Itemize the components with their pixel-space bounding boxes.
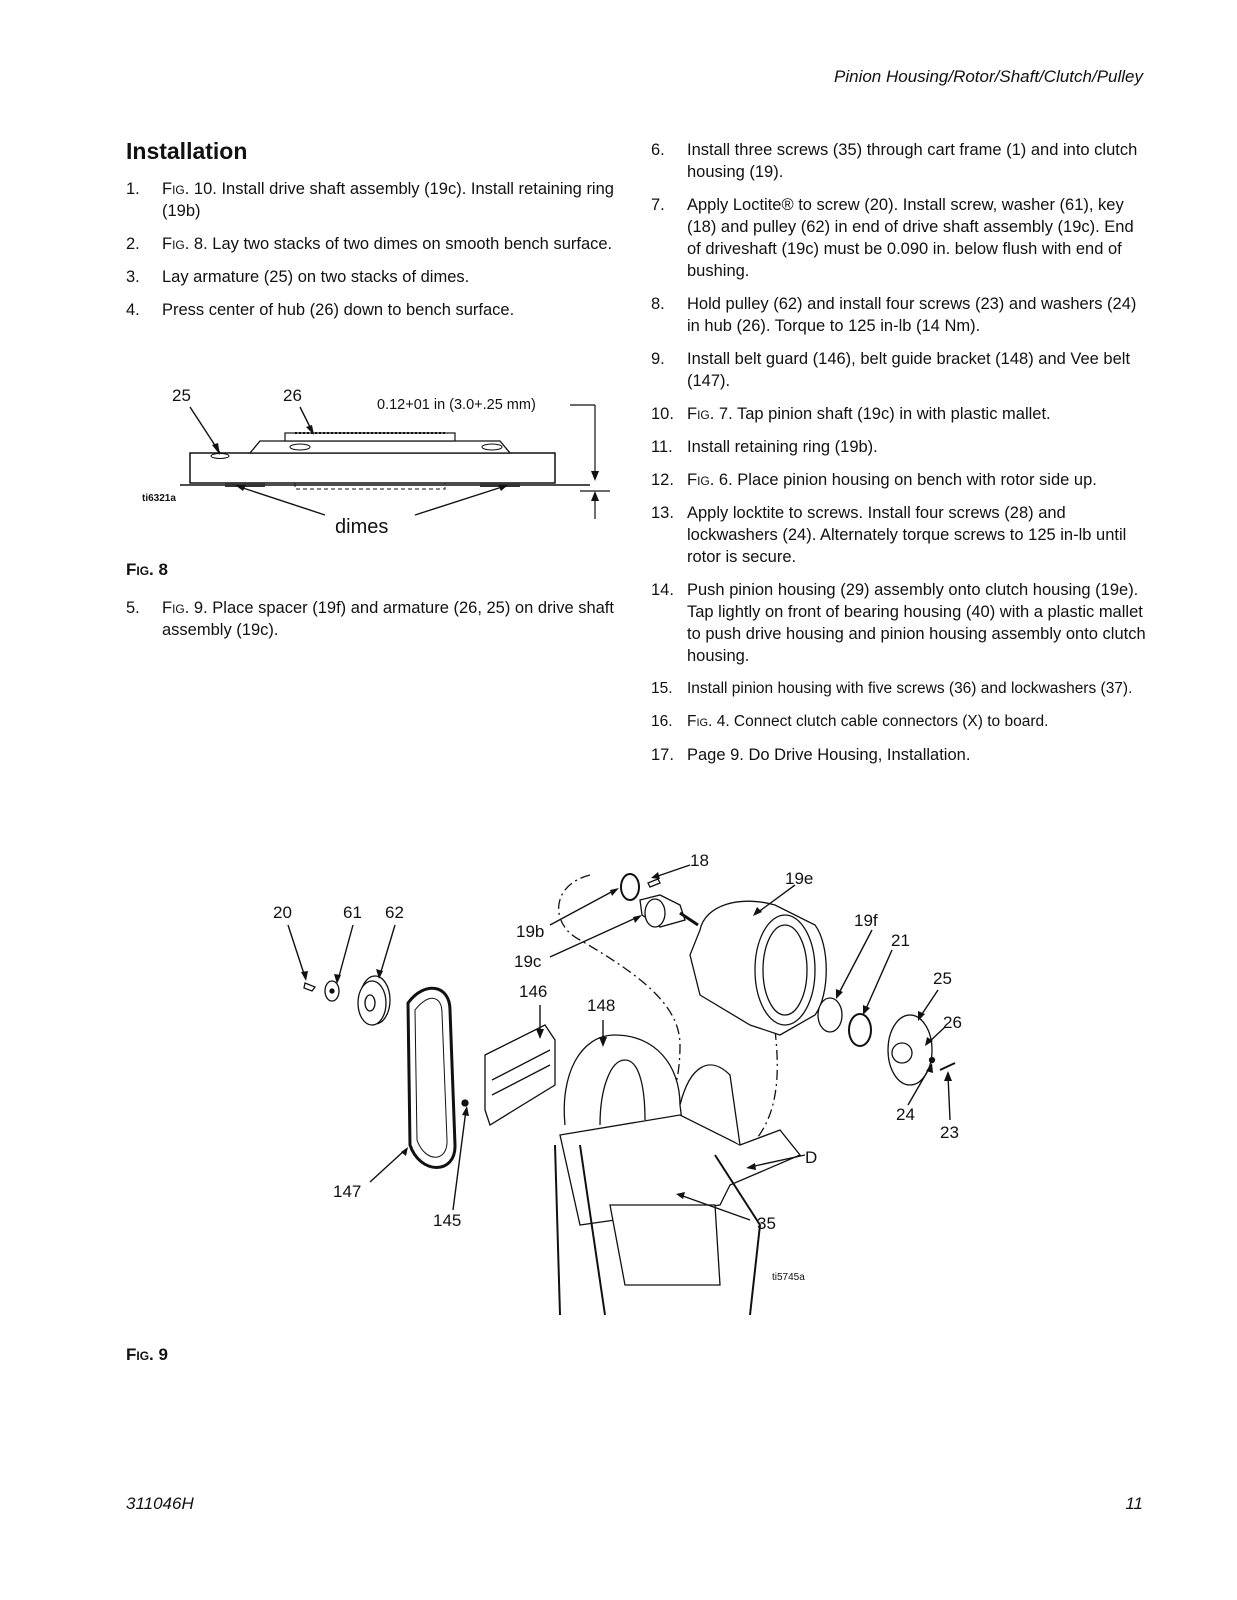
step-item — [651, 744, 1151, 766]
fig9-label-62: 62 — [385, 903, 404, 922]
fig9-label-26: 26 — [943, 1013, 962, 1032]
step-number: 9. — [651, 350, 665, 368]
step-number: 8. — [651, 295, 665, 313]
step-number: 4. — [126, 301, 140, 319]
step-item — [651, 678, 1151, 700]
figure-9-exploded-view — [260, 845, 1000, 1325]
step-text: Install pinion housing with five screws (36) and lockwashers (37). — [687, 680, 1133, 697]
fig9-label-19c: 19c — [514, 952, 542, 971]
step-text: 4. Connect clutch cable connectors (X) to board. — [712, 713, 1049, 730]
fig-ref: Fig. — [687, 405, 715, 423]
step-number: 3. — [126, 268, 140, 286]
fig8-label-26: 26 — [283, 386, 302, 405]
fig9-label-25: 25 — [933, 969, 952, 988]
fig9-label-148: 148 — [587, 996, 616, 1015]
step-item — [651, 348, 1151, 392]
fig8-art-id: ti6321a — [142, 493, 176, 504]
step-item — [126, 233, 626, 255]
step-item — [651, 436, 1151, 458]
step-item — [651, 711, 1151, 733]
step-text: Page 9. Do Drive Housing, Installation. — [687, 746, 971, 764]
fig9-label-146: 146 — [519, 982, 548, 1001]
step-number: 14. — [651, 581, 674, 599]
fig9-label-61: 61 — [343, 903, 362, 922]
step-text: 10. Install drive shaft assembly (19c). Install retaining ring (19b) — [162, 180, 614, 220]
step-number: 6. — [651, 141, 665, 159]
steps-list-left — [126, 178, 626, 332]
section-title: Installation — [126, 138, 248, 164]
step-item — [651, 403, 1151, 425]
fig8-dimension-label: 0.12+01 in (3.0+.25 mm) — [377, 397, 536, 413]
step-item — [651, 579, 1151, 667]
step-number: 11. — [651, 438, 673, 456]
step-text: Push pinion housing (29) assembly onto clutch housing (19e). Tap lightly on front of bearing housing (40) with a plastic mallet to push drive housing and pinion housing assembly onto clutch housing. — [687, 581, 1146, 665]
step-text: Install three screws (35) through cart frame (1) and into clutch housing (19). — [687, 141, 1138, 181]
fig9-label-145: 145 — [433, 1211, 462, 1230]
steps-list-right — [651, 139, 1151, 777]
step-text: Lay armature (25) on two stacks of dimes. — [162, 268, 470, 286]
fig9-label-20: 20 — [273, 903, 292, 922]
fig-ref: Fig. — [162, 599, 190, 617]
step-item — [651, 194, 1151, 282]
fig9-label-147: 147 — [333, 1182, 362, 1201]
step-text: Install retaining ring (19b). — [687, 438, 878, 456]
figure-8-caption: Fig. 8 — [126, 560, 168, 579]
step-number: 10. — [651, 405, 674, 423]
fig8-dimes-label: dimes — [335, 516, 389, 538]
step-text: Apply locktite to screws. Install four screws (28) and lockwashers (24). Alternately torque screws to 125 in-lb until rotor is secure. — [687, 504, 1127, 566]
fig-ref: Fig. — [162, 235, 190, 253]
step-text: Press center of hub (26) down to bench surface. — [162, 301, 515, 319]
fig-ref: Fig. — [687, 471, 715, 489]
fig-ref: Fig. — [162, 180, 190, 198]
page-number: 11 — [1125, 1494, 1143, 1513]
step-text: 9. Place spacer (19f) and armature (26, 25) on drive shaft assembly (19c). — [162, 599, 614, 639]
step-item — [126, 597, 626, 641]
figure-9-caption: Fig. 9 — [126, 1345, 168, 1364]
step-number: 5. — [126, 599, 140, 617]
running-header: Pinion Housing/Rotor/Shaft/Clutch/Pulley — [834, 67, 1143, 86]
step-item — [651, 502, 1151, 568]
step-item — [126, 299, 626, 321]
step-text: Hold pulley (62) and install four screws (23) and washers (24) in hub (26). Torque to 125 in-lb (14 Nm). — [687, 295, 1137, 335]
figure-8-armature-drawing — [120, 375, 620, 550]
fig9-label-35: 35 — [757, 1214, 776, 1233]
fig9-label-19e: 19e — [785, 869, 814, 888]
fig9-label-D: D — [805, 1148, 818, 1167]
step-text: 6. Place pinion housing on bench with rotor side up. — [714, 471, 1097, 489]
fig-ref: Fig. — [687, 713, 713, 730]
step-item — [651, 469, 1151, 491]
fig9-label-21: 21 — [891, 931, 910, 950]
fig8-label-25: 25 — [172, 386, 191, 405]
step-item — [651, 293, 1151, 337]
steps-list-left-2 — [126, 597, 626, 652]
step-item — [126, 266, 626, 288]
step-number: 17. — [651, 746, 674, 764]
step-number: 1. — [126, 180, 140, 198]
fig9-art-id: ti5745a — [772, 1272, 805, 1283]
fig9-label-23: 23 — [940, 1123, 959, 1142]
step-number: 13. — [651, 504, 674, 522]
step-text: 7. Tap pinion shaft (19c) in with plastic mallet. — [714, 405, 1051, 423]
step-item — [126, 178, 626, 222]
step-item — [651, 139, 1151, 183]
step-number: 15. — [651, 680, 673, 697]
step-text: Apply Loctite® to screw (20). Install screw, washer (61), key (18) and pulley (62) in end of drive shaft assembly (19c). End of driveshaft (19c) must be 0.090 in. below flush with end of bushing. — [687, 196, 1134, 280]
fig9-label-24: 24 — [896, 1105, 915, 1124]
step-text: 8. Lay two stacks of two dimes on smooth bench surface. — [189, 235, 613, 253]
document-number: 311046H — [126, 1494, 194, 1513]
fig9-label-19b: 19b — [516, 922, 545, 941]
step-number: 12. — [651, 471, 674, 489]
fig9-label-18: 18 — [690, 851, 709, 870]
step-number: 7. — [651, 196, 665, 214]
fig9-label-19f: 19f — [854, 911, 878, 930]
step-number: 2. — [126, 235, 140, 253]
step-text: Install belt guard (146), belt guide bracket (148) and Vee belt (147). — [687, 350, 1131, 390]
step-number: 16. — [651, 713, 673, 730]
